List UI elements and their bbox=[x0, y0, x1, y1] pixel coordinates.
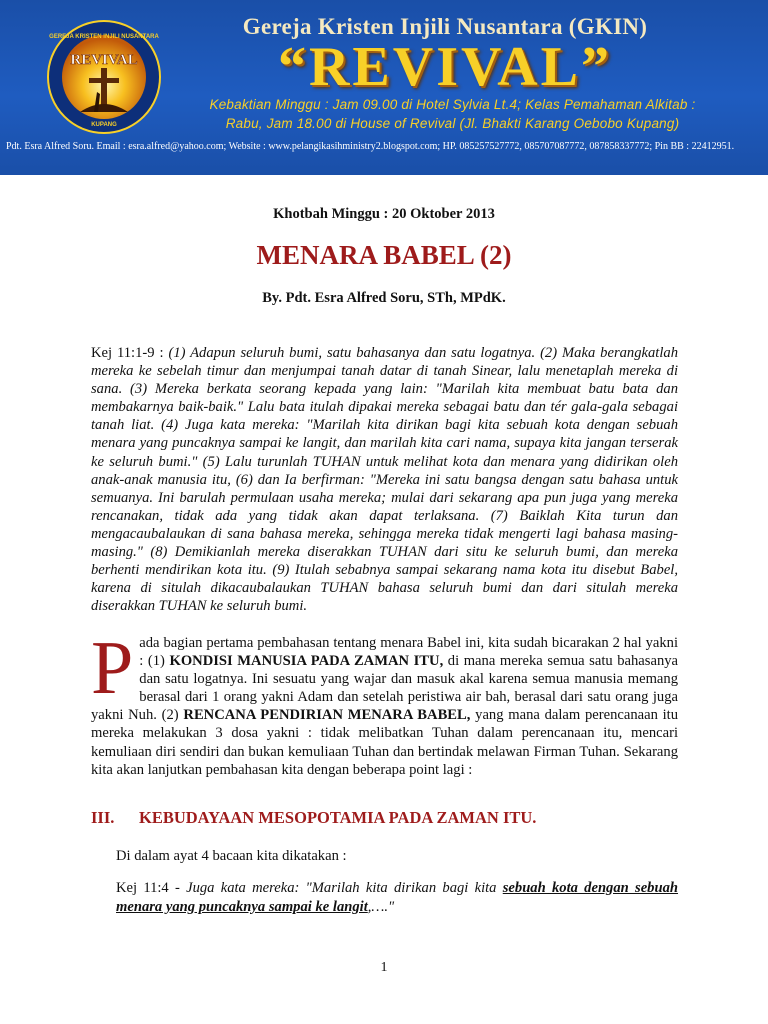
section-number: III. bbox=[91, 808, 115, 827]
schedule-line-2: Rabu, Jam 18.00 di House of Revival (Jl. Bhakti Karang Oebobo Kupang) bbox=[225, 116, 680, 131]
scripture-text: (1) Adapun seluruh bumi, satu bahasanya dan satu logatnya. (2) Maka berangkatlah mereka ke sebelah timur dan menjumpai tanah datar di tanah Sinear, lalu menetaplah mereka di sana. (3) Mereka berkata seorang kepada yang lain: "Marilah kita membuat batu bata dan membakarnya baik-baik." Lalu bata itulah dipakai mereka sebagai batu dan tér gala-gala sebagai tanah liat. (4) Juga kata mereka: "Marilah kita dirikan bagi kita sebuah kota dengan sebuah menara yang puncaknya sampai ke langit, dan marilah kita cari nama, supaya kita jangan terserak ke seluruh bumi." (5) Lalu turunlah TUHAN untuk melihat kota dan menara yang didirikan oleh anak-anak manusia itu, (6) dan Ia berfirman: "Mereka ini satu bangsa dengan satu bahasa untuk semuanya. Ini barulah permulaan usaha mereka; mulai dari sekarang apa pun juga yang mereka rencanakan, tidak ada yang tidak akan dapat terlaksana. (7) Baiklah Kita turun dan mengacaubalaukan di sana bahasa mereka, sehingga mereka tidak mengerti lagi bahasa masing-masing." (8) Demikianlah mereka diserakkan TUHAN dari situ ke seluruh bumi, dan mereka berhenti mendirikan kota itu. (9) Itulah sebabnya sampai sekarang nama kota itu disebut Babel, karena di situlah dikacaubalaukan TUHAN bahasa seluruh bumi dan dari situlah mereka diserakkan TUHAN ke seluruh bumi. bbox=[91, 345, 678, 615]
drop-cap: P bbox=[91, 626, 134, 710]
verse-quote-text: Juga kata mereka: "Marilah kita dirikan bagi kita bbox=[186, 880, 503, 896]
service-schedule bbox=[140, 95, 765, 133]
logo-top-text: GEREJA KRISTEN INJILI NUSANTARA bbox=[49, 34, 159, 40]
intro-text-3: yang mana dalam perencanaan itu mereka melakukan 3 dosa yakni : tidak melibatkan Tuhan dalam perencanaan itu, mencari kemuliaan diri sendiri dan bukan kemuliaan Tuhan dan bertindak melawan Firman Tuhan. Sekarang kita akan lanjutkan pembahasan kita dengan beberapa point lagi : bbox=[91, 707, 679, 778]
intro-text-2: di mana mereka semua satu bahasanya dan satu logatnya. Ini sesuatu yang wajar dan masuk akal karena semua manusia memang berasal dari 1 orang yakni Adam dan setelah peristiwa air bah, berasal dari satu orang juga yakni Nuh. (2) bbox=[91, 653, 679, 724]
verse-quote bbox=[116, 879, 678, 917]
verse-intro: Di dalam ayat 4 bacaan kita dikatakan : bbox=[116, 848, 347, 864]
page-number: 1 bbox=[380, 960, 388, 975]
logo-bottom-text: KUPANG bbox=[91, 122, 117, 128]
intro-bold-1: KONDISI MANUSIA PADA ZAMAN ITU, bbox=[169, 653, 444, 670]
revival-title: “REVIVAL” bbox=[277, 36, 613, 98]
church-name: Gereja Kristen Injili Nusantara (GKIN) bbox=[242, 14, 648, 39]
verse-tail: ,…." bbox=[367, 899, 395, 915]
sermon-date: Khotbah Minggu : 20 Oktober 2013 bbox=[273, 206, 495, 222]
page-title: MENARA BABEL (2) bbox=[256, 240, 512, 270]
schedule-line-1: Kebaktian Minggu : Jam 09.00 di Hotel Sylvia Lt.4; Kelas Pemahaman Alkitab : bbox=[209, 97, 696, 112]
section-heading bbox=[91, 808, 691, 828]
verse-reference: Kej 11:4 - bbox=[116, 880, 187, 896]
logo-word: REVIVAL bbox=[70, 52, 138, 68]
intro-paragraph bbox=[91, 626, 679, 779]
scripture-reference: Kej 11:1-9 : bbox=[91, 345, 169, 361]
section-title: KEBUDAYAAN MESOPOTAMIA PADA ZAMAN ITU. bbox=[139, 808, 537, 827]
author-line: By. Pdt. Esra Alfred Soru, STh, MPdK. bbox=[262, 290, 506, 306]
intro-bold-2: RENCANA PENDIRIAN MENARA BABEL, bbox=[183, 707, 471, 724]
contact-info: Pdt. Esra Alfred Soru. Email : esra.alfred@yahoo.com; Website : www.pelangikasihministry2.blogspot.com; HP. 085257527772, 085707087772, 087858337772; Pin BB : 22412951. bbox=[6, 141, 735, 152]
intro-text-1: ada bagian pertama pembahasan tentang menara Babel ini, kita sudah bicarakan 2 hal yakni : (1) bbox=[139, 635, 678, 670]
header-banner bbox=[0, 0, 768, 175]
scripture-passage bbox=[91, 344, 678, 615]
verse-emphasis: sebuah kota dengan sebuah menara yang puncaknya sampai ke langit bbox=[116, 880, 679, 915]
